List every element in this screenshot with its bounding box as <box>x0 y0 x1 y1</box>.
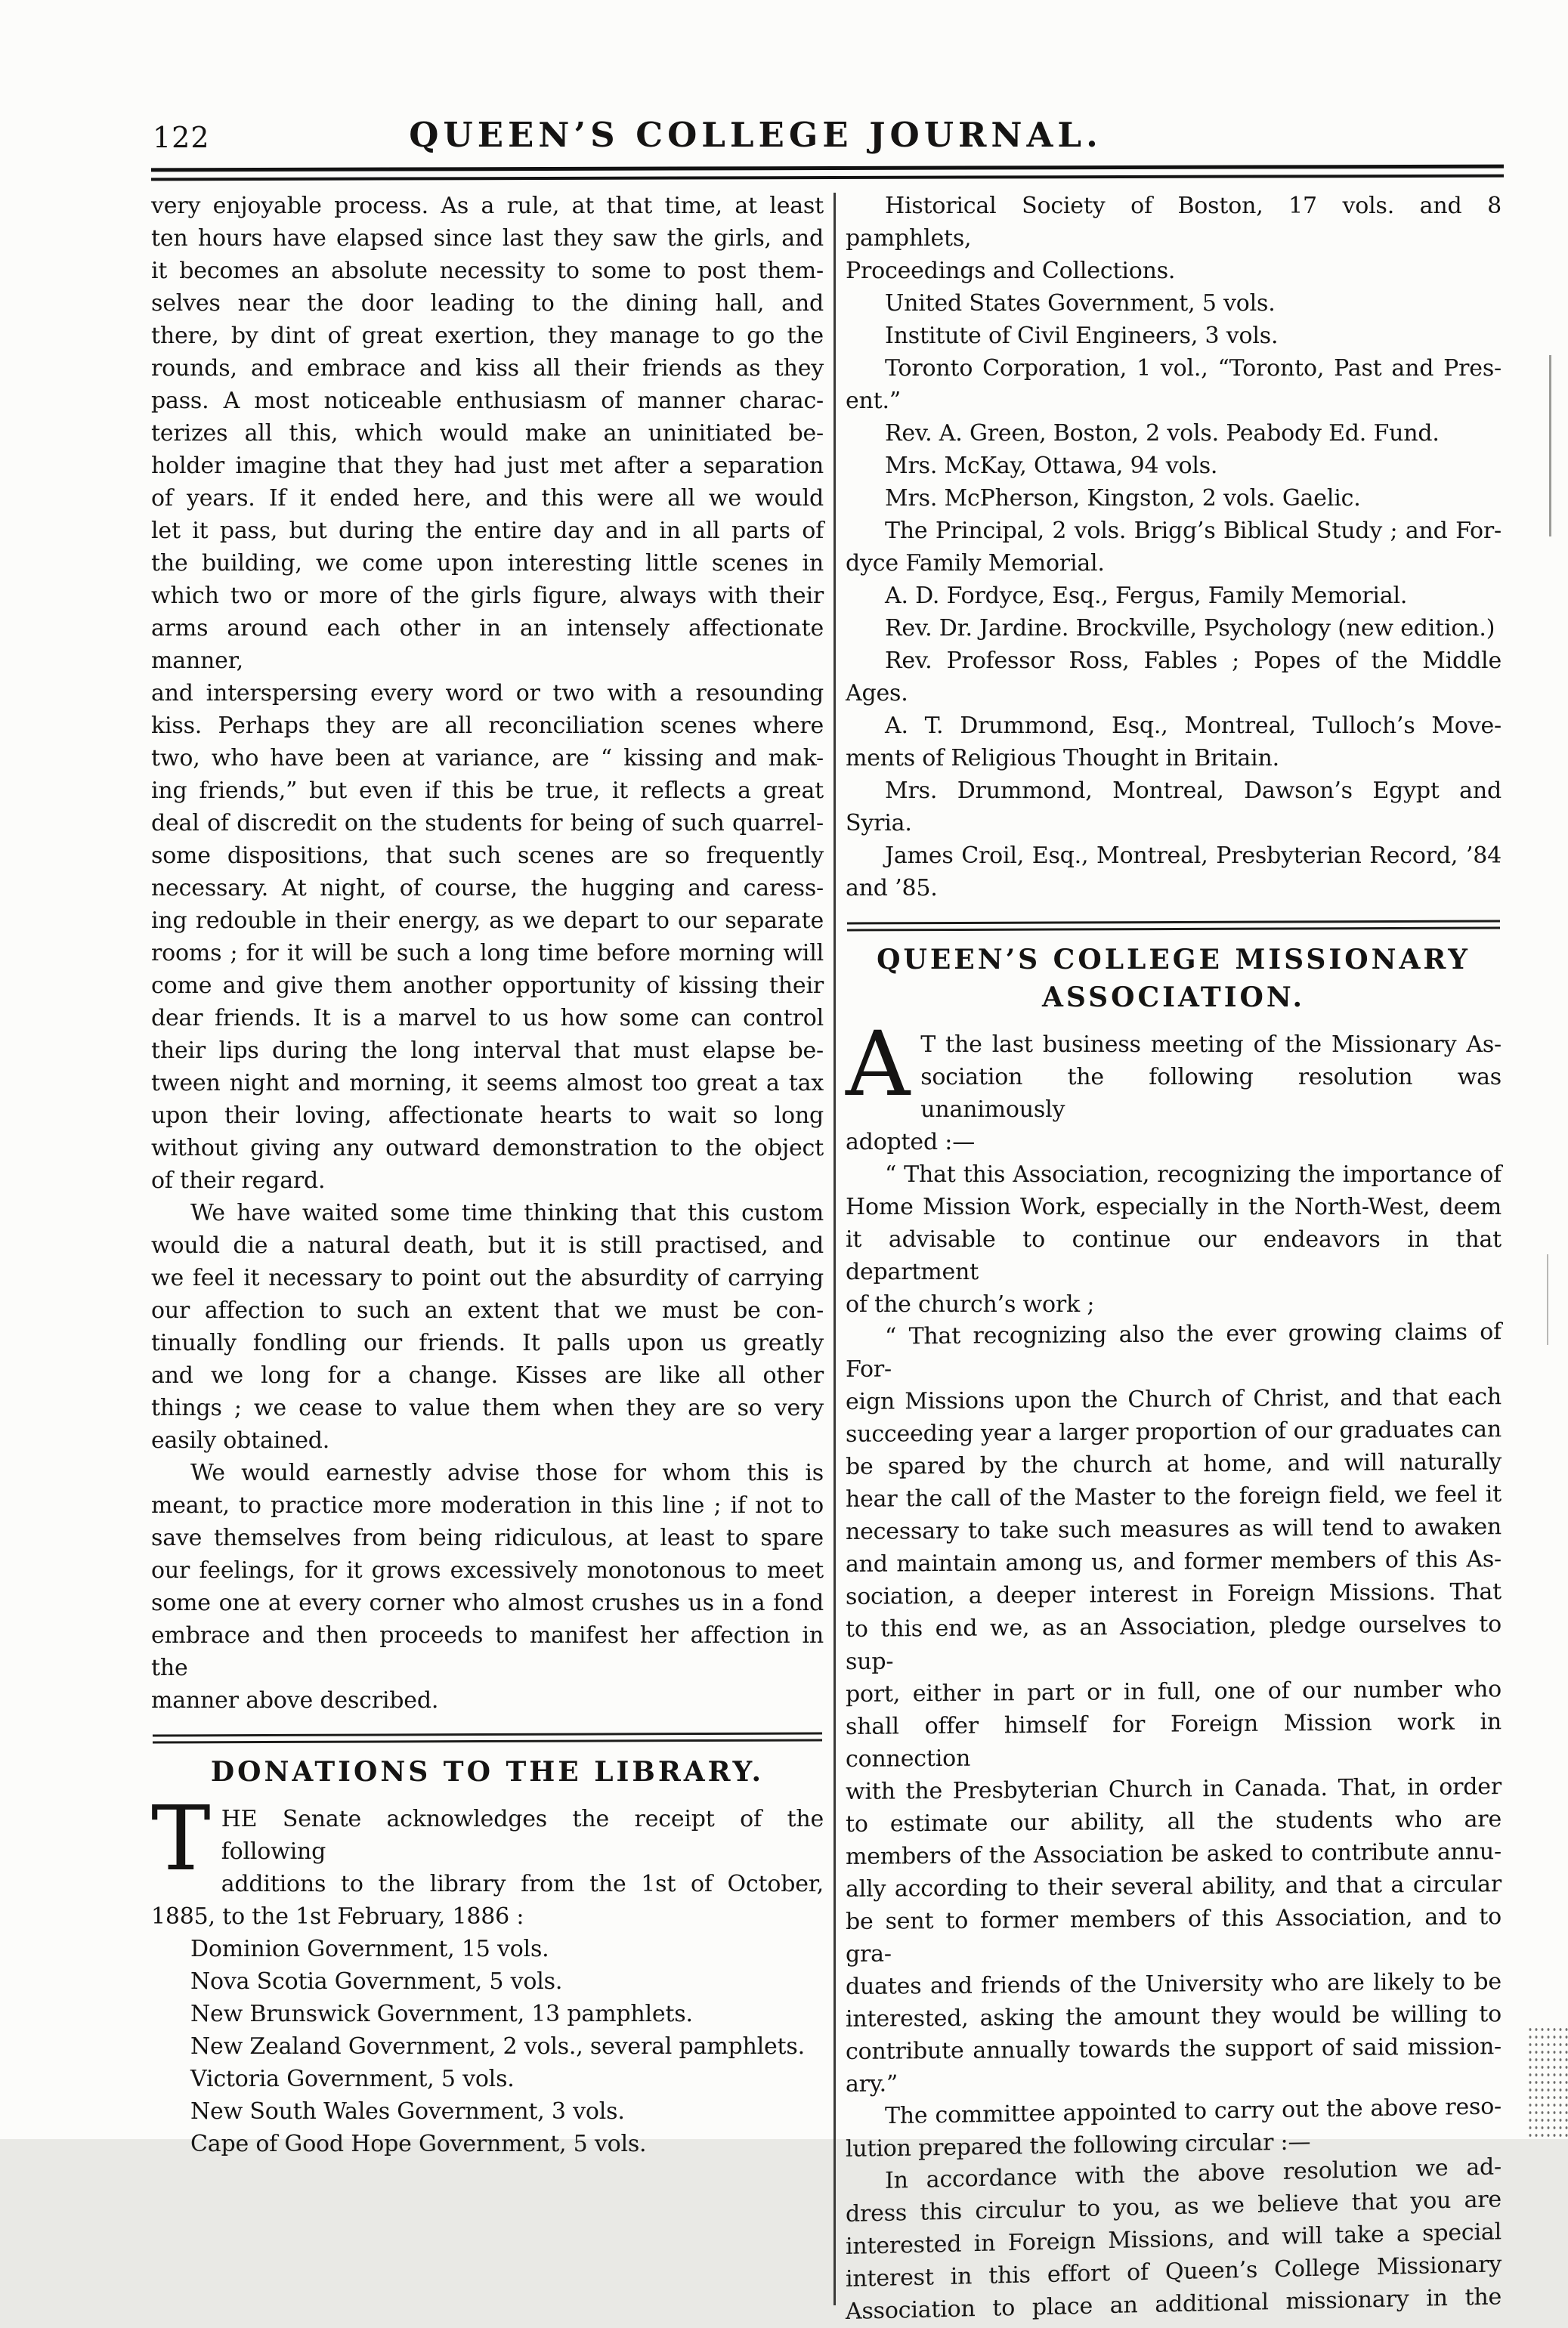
text-line: some one at every corner who almost crushes us in a fond <box>151 1590 824 1616</box>
kissing-custom-paragraph-3 <box>151 1457 824 1717</box>
kissing-custom-paragraph-continuation <box>151 190 824 1197</box>
right-column <box>846 190 1502 2328</box>
text-line: kiss. Perhaps they are all reconciliation scenes where <box>151 713 824 739</box>
text-line: Ages. <box>846 680 908 706</box>
text-line: two, who have been at variance, are “ kissing and mak- <box>151 745 824 771</box>
missionary-heading-line-1: QUEEN’S COLLEGE MISSIONARY <box>877 944 1471 975</box>
text-line: of the church’s work ; <box>846 1291 1095 1318</box>
text-line: with the Presbyterian Church in Canada. That, in order <box>846 1773 1502 1805</box>
scan-edge-artifact-2 <box>1547 1254 1548 1345</box>
text-line: hear the call of the Master to the foreign field, we feel it <box>846 1481 1502 1513</box>
text-line: Mrs. Drummond, Montreal, Dawson’s Egypt and Syria. <box>846 778 1502 836</box>
text-line: without giving any outward demonstration to the object <box>151 1135 824 1161</box>
text-line: A. T. Drummond, Esq., Montreal, Tulloch’s Move- <box>885 713 1502 739</box>
left-column <box>151 190 824 2328</box>
text-line: we feel it necessary to point out the absurdity of carrying <box>151 1265 824 1291</box>
text-line: Rev. Professor Ross, Fables ; Popes of the Middle <box>885 648 1502 674</box>
masthead <box>151 113 1504 162</box>
text-line: Nova Scotia Government, 5 vols. <box>190 1968 563 1995</box>
text-line: interest in this effort of Queen’s College Missionary <box>846 2251 1502 2292</box>
scan-noise-speckle <box>1527 2026 1568 2139</box>
text-line: Proceedings and Collections. <box>846 258 1176 284</box>
donation-list-right <box>846 190 1502 904</box>
text-line: Historical Society of Boston, 17 vols. and 8 pamphlets, <box>846 193 1502 252</box>
text-line: ten hours have elapsed since last they saw the girls, and <box>151 225 824 252</box>
text-line: dress this circulur to you, as we believe that you are <box>846 2186 1502 2228</box>
text-line: some dispositions, that such scenes are so frequently <box>151 842 824 869</box>
text-line: additions to the library from the 1st of October, <box>221 1871 824 1897</box>
text-line: it becomes an absolute necessity to some to post them- <box>151 258 824 284</box>
text-line: ary.” <box>846 2070 898 2098</box>
text-line: upon their loving, affectionate hearts to wait so long <box>151 1102 824 1129</box>
text-line: Association to place an additional missionary in the <box>846 2283 1502 2325</box>
drop-cap-a: A <box>846 1012 911 1116</box>
text-line: terizes all this, which would make an uninitiated be- <box>151 420 824 447</box>
text-line: save themselves from being ridiculous, at least to spare <box>151 1525 824 1551</box>
text-line: dyce Family Memorial. <box>846 550 1105 577</box>
page-number: 122 <box>153 121 210 154</box>
section-double-rule <box>153 1732 822 1743</box>
text-line: arms around each other in an intensely affectionate manner, <box>151 615 824 674</box>
text-line: “ That recognizing also the ever growing claims of For- <box>846 1319 1502 1383</box>
donation-list-left <box>151 1933 824 2160</box>
text-line: which two or more of the girls figure, always with their <box>151 583 824 609</box>
text-line: rounds, and embrace and kiss all their friends as they <box>151 355 824 382</box>
text-line: 1885, to the 1st February, 1886 : <box>151 1903 524 1930</box>
text-line: easily obtained. <box>151 1427 330 1454</box>
text-line: Cape of Good Hope Government, 5 vols. <box>190 2131 647 2157</box>
text-line: A. D. Fordyce, Esq., Fergus, Family Memorial. <box>885 583 1408 609</box>
scan-edge-artifact <box>1549 355 1551 536</box>
text-line: holder imagine that they had just met after a separation <box>151 453 824 479</box>
section-heading-donations: DONATIONS TO THE LIBRARY. <box>210 1756 765 1788</box>
text-line: Rev. Dr. Jardine. Brockville, Psychology (new edition.) <box>885 615 1495 642</box>
header-double-rule <box>151 165 1504 181</box>
text-line: sociation the following resolution was unanimously <box>920 1064 1502 1123</box>
text-line: ing friends,” but even if this be true, it reflects a great <box>151 778 824 804</box>
text-line: contribute annually towards the support of said mission- <box>846 2033 1502 2065</box>
resolution-paragraph-2 <box>846 1315 1502 2101</box>
text-line: Rev. A. Green, Boston, 2 vols. Peabody Ed. Fund. <box>885 420 1440 447</box>
text-line: their lips during the long interval that must elapse be- <box>151 1037 824 1064</box>
column-divider-rule <box>833 193 836 2305</box>
text-line: Mrs. McPherson, Kingston, 2 vols. Gaelic. <box>885 485 1361 512</box>
missionary-heading-line-2: ASSOCIATION. <box>1041 982 1306 1013</box>
text-line: selves near the door leading to the dining hall, and <box>151 290 824 317</box>
drop-cap-t: T <box>151 1786 211 1891</box>
text-line: necessary. At night, of course, the hugging and caress- <box>151 875 824 901</box>
section-heading-missionary <box>846 941 1502 1016</box>
text-line: HE Senate acknowledges the receipt of the following <box>221 1806 824 1865</box>
journal-title: QUEEN’S COLLEGE JOURNAL. <box>409 115 1103 155</box>
text-line: Home Mission Work, especially in the North-West, deem <box>846 1194 1502 1220</box>
missionary-opening-paragraph <box>846 1012 1502 1158</box>
text-line: The Principal, 2 vols. Brigg’s Biblical Study ; and For- <box>885 518 1502 544</box>
text-line: it advisable to continue our endeavors in that department <box>846 1226 1502 1285</box>
text-line: our affection to such an extent that we must be con- <box>151 1297 824 1324</box>
text-line: to this end we, as an Association, pledge ourselves to sup- <box>846 1611 1502 1675</box>
text-line: let it pass, but during the entire day and in all parts of <box>151 518 824 544</box>
text-line: Mrs. McKay, Ottawa, 94 vols. <box>885 453 1218 479</box>
text-line: tween night and morning, it seems almost too great a tax <box>151 1070 824 1096</box>
text-line: New Zealand Government, 2 vols., several pamphlets. <box>190 2033 805 2060</box>
section-double-rule-2 <box>847 920 1500 931</box>
text-line: tinually fondling our friends. It palls upon us greatly <box>151 1330 824 1356</box>
text-line: pass. A most noticeable enthusiasm of manner charac- <box>151 388 824 414</box>
text-line: ing redouble in their energy, as we depart to our separate <box>151 907 824 934</box>
donations-intro-paragraph <box>151 1786 824 1933</box>
text-line: come and give them another opportunity of kissing their <box>151 972 824 999</box>
text-line: Victoria Government, 5 vols. <box>190 2066 515 2092</box>
text-line: New South Wales Government, 3 vols. <box>190 2098 625 2125</box>
text-line: Institute of Civil Engineers, 3 vols. <box>885 323 1279 349</box>
text-line: ally according to their several ability, and that a circular <box>846 1871 1502 1903</box>
text-line: United States Government, 5 vols. <box>885 290 1276 317</box>
text-line: adopted :— <box>846 1129 976 1155</box>
text-line: embrace and then proceeds to manifest her affection in the <box>151 1622 824 1681</box>
text-line: “ That this Association, recognizing the importance of <box>885 1161 1502 1188</box>
text-line: We would earnestly advise those for whom this is <box>190 1460 824 1486</box>
text-line: dear friends. It is a marvel to us how some can control <box>151 1005 824 1031</box>
page-content <box>151 113 1504 2328</box>
text-line: to estimate our ability, all the students who are <box>846 1806 1502 1838</box>
text-line: necessary to take such measures as will tend to awaken <box>846 1513 1502 1545</box>
text-line: shall offer himself for Foreign Mission work in connection <box>846 1708 1502 1773</box>
two-column-body <box>151 190 1504 2328</box>
text-line: eign Missions upon the Church of Christ, and that each <box>846 1384 1502 1415</box>
text-line: be sent to former members of this Association, and to gra- <box>846 1903 1502 1968</box>
text-line: and we long for a change. Kisses are like all other <box>151 1362 824 1389</box>
circular-paragraph <box>846 2150 1502 2328</box>
text-line: very enjoyable process. As a rule, at that time, at least <box>151 193 824 219</box>
text-line: succeeding year a larger proportion of our graduates can <box>846 1416 1502 1448</box>
donations-intro-lines <box>151 1786 824 1933</box>
text-line: manner above described. <box>151 1687 439 1714</box>
text-line: would die a natural death, but it is still practised, and <box>151 1232 824 1259</box>
text-line: and interspersing every word or two with a resounding <box>151 680 824 706</box>
text-line: of years. If it ended here, and this were all we would <box>151 485 824 512</box>
text-line: New Brunswick Government, 13 pamphlets. <box>190 2001 693 2027</box>
text-line: T the last business meeting of the Missionary As- <box>920 1031 1502 1058</box>
text-line: ments of Religious Thought in Britain. <box>846 745 1279 771</box>
text-line: there, by dint of great exertion, they manage to go the <box>151 323 824 349</box>
text-line: interested, asking the amount they would be willing to <box>846 2001 1502 2033</box>
text-line: members of the Association be asked to contribute annu- <box>846 1838 1502 1870</box>
text-line: the building, we come upon interesting little scenes in <box>151 550 824 577</box>
text-line: port, either in part or in full, one of our number who <box>846 1676 1502 1708</box>
text-line: We have waited some time thinking that this custom <box>190 1200 824 1226</box>
text-line: and ’85. <box>846 875 938 901</box>
text-line: meant, to practice more moderation in this line ; if not to <box>151 1492 824 1519</box>
text-line: The committee appointed to carry out the above reso- <box>885 2093 1502 2130</box>
text-line: rooms ; for it will be such a long time before morning will <box>151 940 824 966</box>
text-line: of their regard. <box>151 1167 326 1194</box>
text-line: In accordance with the above resolution we ad- <box>885 2153 1502 2194</box>
missionary-opening-lines <box>846 1012 1502 1158</box>
text-line: ent.” <box>846 388 902 414</box>
text-line: lution prepared the following circular :— <box>846 2129 1311 2163</box>
text-line: things ; we cease to value them when they are so very <box>151 1395 824 1421</box>
text-line: be spared by the church at home, and will naturally <box>846 1448 1502 1480</box>
text-line: deal of discredit on the students for being of such quarrel- <box>151 810 824 836</box>
text-line: James Croil, Esq., Montreal, Presbyterian Record, ’84 <box>885 842 1502 869</box>
text-line: and maintain among us, and former members of this As- <box>846 1546 1502 1578</box>
text-line: duates and friends of the University who are likely to be <box>846 1968 1502 2000</box>
kissing-custom-paragraph-2 <box>151 1197 824 1457</box>
text-line: Toronto Corporation, 1 vol., “Toronto, Past and Pres- <box>885 355 1502 382</box>
text-line: interested in Foreign Missions, and will take a special <box>846 2218 1502 2260</box>
text-line: sociation, a deeper interest in Foreign Missions. That <box>846 1578 1502 1610</box>
resolution-paragraph-1 <box>846 1158 1502 1321</box>
text-line: our feelings, for it grows excessively monotonous to meet <box>151 1557 824 1584</box>
text-line: Dominion Government, 15 vols. <box>190 1936 549 1962</box>
